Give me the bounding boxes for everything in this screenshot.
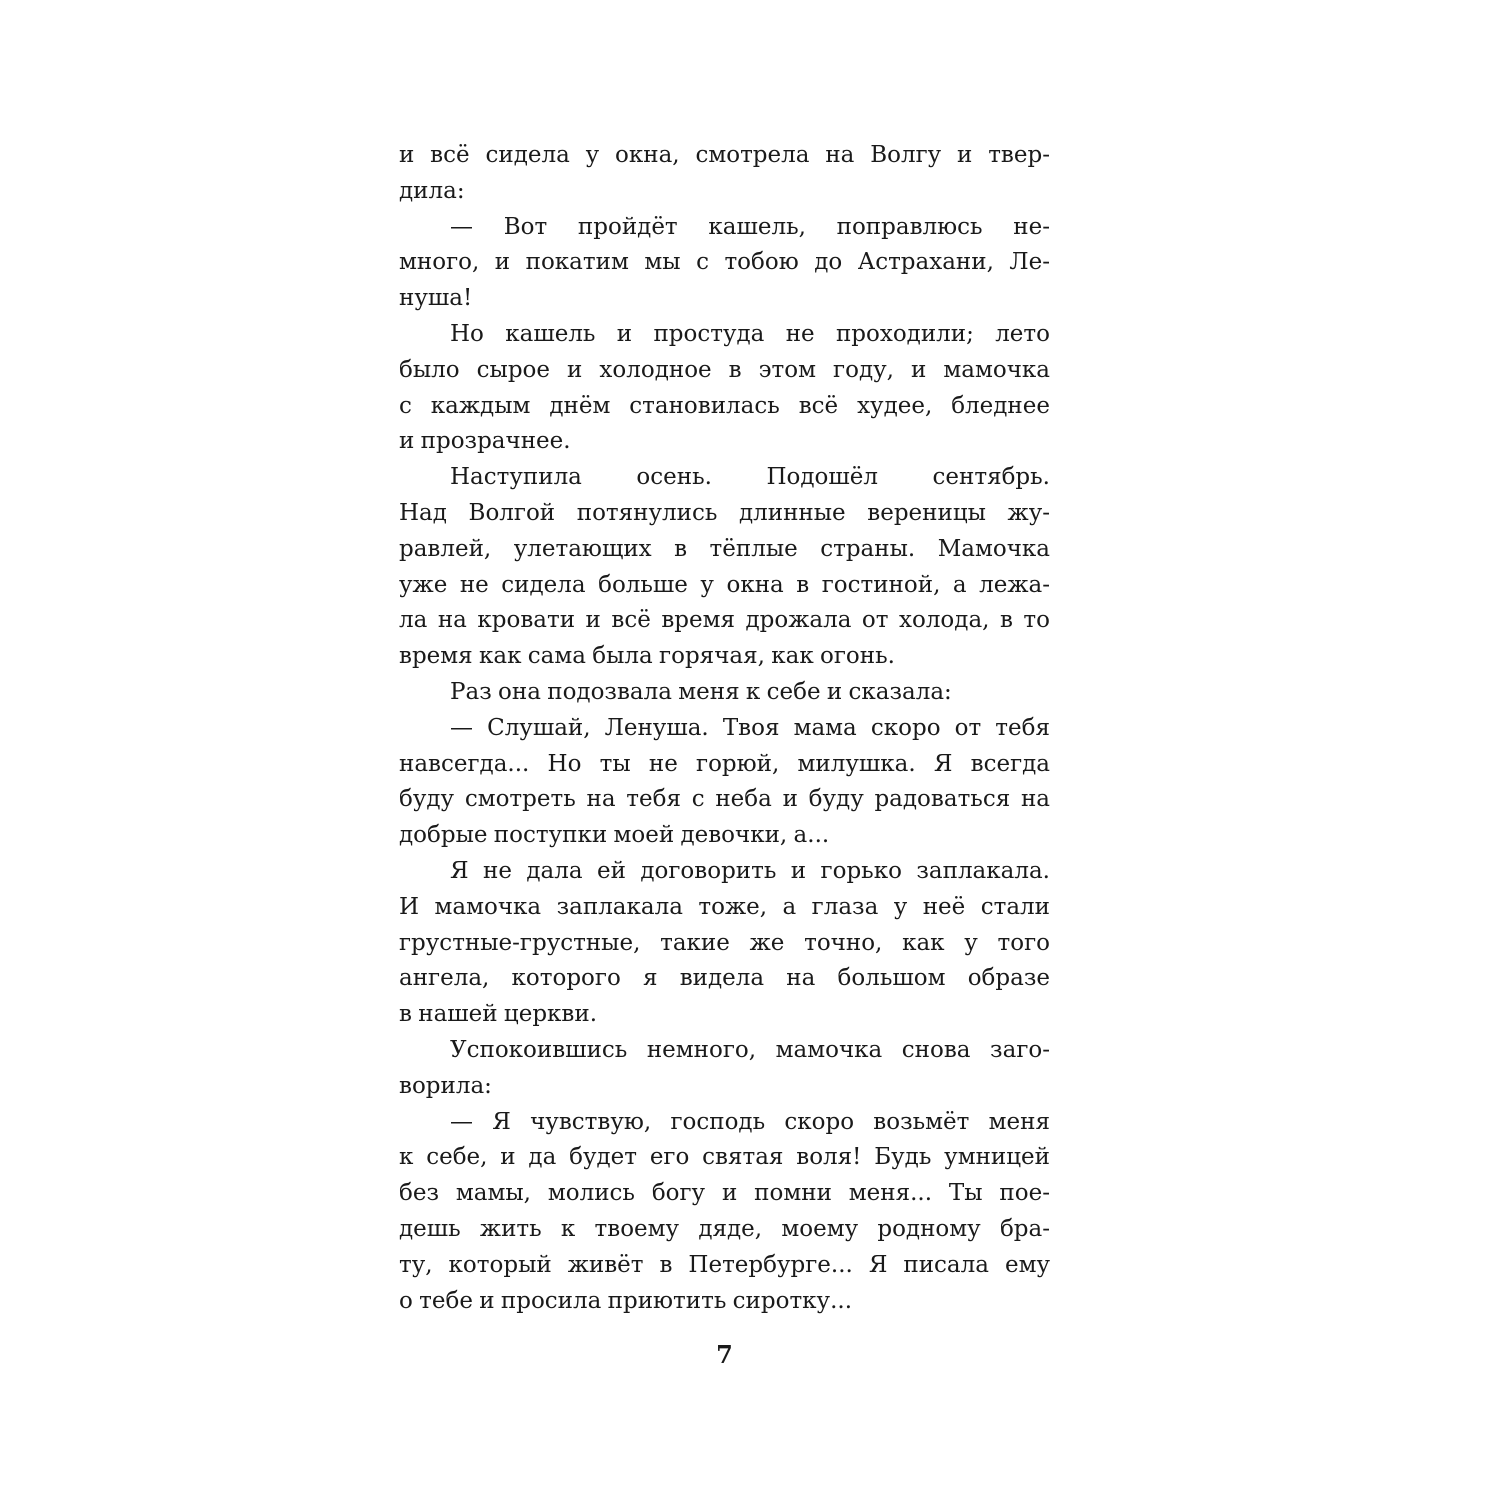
text-line: нуша!	[399, 285, 473, 312]
text-line: Наступила осень. Подошёл сентябрь.	[450, 464, 1050, 491]
text-line: Над Волгой потянулись длинные вереницы жу-	[399, 499, 1050, 526]
text-line: — Вот пройдёт кашель, поправлюсь не-	[450, 213, 1050, 240]
body-text	[399, 138, 1050, 1319]
text-line: грустные-грустные, такие же точно, как у того	[399, 929, 1050, 956]
text-line: и всё сидела у окна, смотрела на Волгу и твер-	[399, 142, 1050, 168]
page-number: 7	[716, 1340, 733, 1369]
text-line: навсегда... Но ты не горюй, милушка. Я всегда	[399, 750, 1050, 777]
text-line: к себе, и да будет его святая воля! Будь умницей	[399, 1144, 1050, 1171]
text-line: дила:	[399, 177, 465, 204]
text-line: Я не дала ей договорить и горько заплакала.	[450, 857, 1050, 884]
text-line: в нашей церкви.	[399, 1001, 598, 1028]
text-line: И мамочка заплакала тоже, а глаза у неё стали	[399, 893, 1050, 920]
text-line: с каждым днём становилась всё худее, бледнее	[399, 392, 1050, 419]
text-line: время как сама была горячая, как огонь.	[399, 643, 895, 670]
text-line: о тебе и просила приютить сиротку...	[399, 1287, 853, 1314]
text-line: Но кашель и простуда не проходили; лето	[450, 320, 1050, 347]
text-line: ла на кровати и всё время дрожала от холода, в то	[399, 607, 1050, 634]
text-line: Раз она подозвала меня к себе и сказала:	[450, 678, 952, 705]
text-line: много, и покатим мы с тобою до Астрахани, Ле-	[399, 249, 1050, 276]
text-line: — Слушай, Ленуша. Твоя мама скоро от тебя	[450, 714, 1050, 741]
text-line: ворила:	[399, 1072, 492, 1099]
text-line: равлей, улетающих в тёплые страны. Мамочка	[399, 535, 1050, 562]
text-line: ту, который живёт в Петербурге... Я писала ему	[399, 1251, 1050, 1278]
text-line: уже не сидела больше у окна в гостиной, а лежа-	[399, 571, 1050, 598]
text-line: дешь жить к твоему дяде, моему родному бра-	[399, 1215, 1050, 1242]
text-line: Успокоившись немного, мамочка снова заго-	[450, 1036, 1050, 1063]
text-line: — Я чувствую, господь скоро возьмёт меня	[450, 1108, 1050, 1135]
book-page	[399, 138, 1050, 1388]
text-line: без мамы, молись богу и помни меня... Ты пое-	[399, 1180, 1050, 1207]
text-line: ангела, которого я видела на большом образе	[399, 965, 1050, 992]
text-line: добрые поступки моей девочки, а...	[399, 822, 830, 849]
text-line: было сырое и холодное в этом году, и мамочка	[399, 356, 1050, 383]
text-line: и прозрачнее.	[399, 428, 571, 455]
text-line: буду смотреть на тебя с неба и буду радоваться на	[399, 786, 1050, 813]
